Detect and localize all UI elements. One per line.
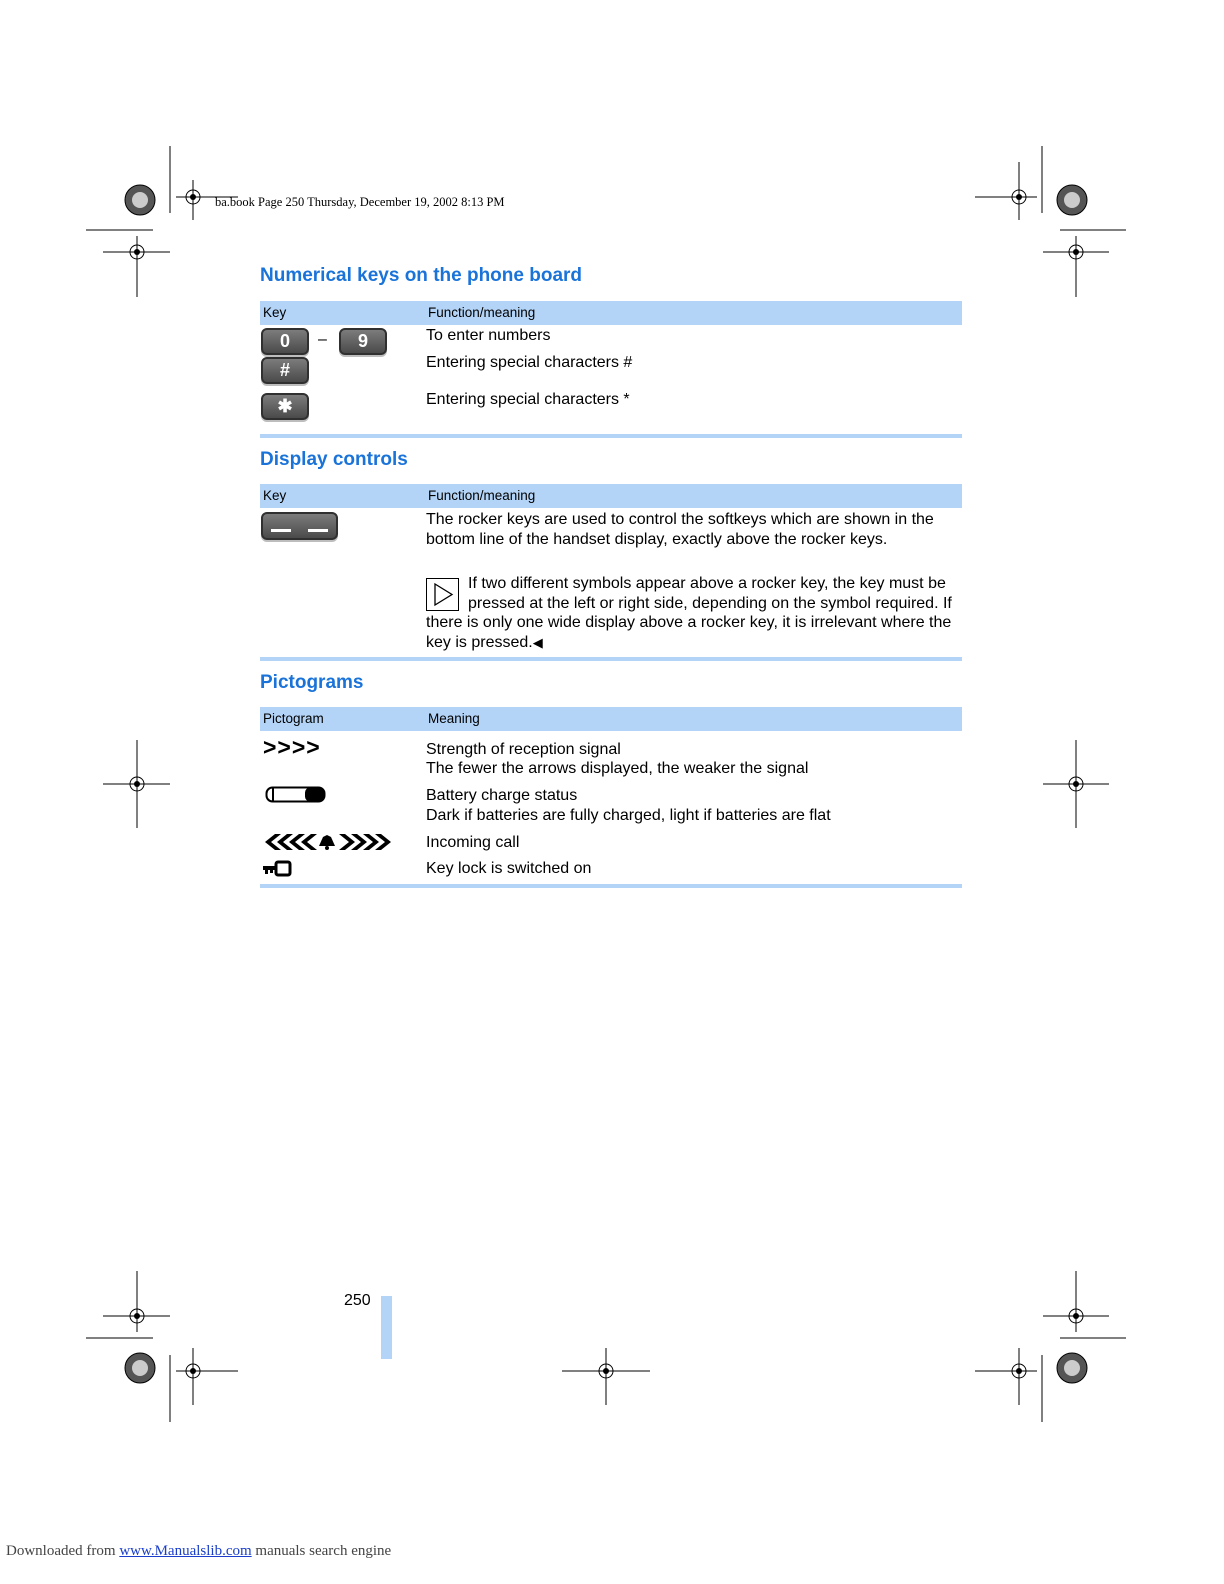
pictogram-signal-line1: Strength of reception signal: [426, 741, 621, 758]
numerical-row-enter-numbers: To enter numbers: [426, 327, 551, 344]
page-number: 250: [344, 1292, 371, 1309]
manualslib-link[interactable]: www.Manualslib.com: [119, 1543, 252, 1559]
table-header-display: [260, 484, 962, 508]
section-title-display-controls: Display controls: [260, 449, 408, 470]
note-text: If two different symbols appear above a rocker key, the key must be pressed at the left or right side, depending on the symbol required. If there is only one wide display above a rocker key, it is irrelevant where the key is pressed.: [426, 575, 952, 651]
rocker-keys-note: [426, 574, 956, 652]
page-number-bar: [381, 1296, 392, 1359]
key-0-icon: 0: [261, 328, 309, 355]
signal-strength-icon: >>>>: [263, 734, 321, 760]
table-rule: [260, 884, 962, 888]
numerical-row-special-star: Entering special characters *: [426, 391, 630, 408]
end-mark-icon: ◀: [532, 634, 543, 650]
table-header-pictograms: [260, 707, 962, 731]
column-header-pictogram: Pictogram: [263, 711, 324, 726]
download-footer: [6, 1543, 391, 1560]
column-header-function: Function/meaning: [428, 488, 536, 503]
table-header-numerical: [260, 301, 962, 325]
column-header-key: Key: [263, 305, 287, 320]
key-star-icon: ✱: [261, 393, 309, 420]
battery-icon: [265, 786, 327, 804]
column-header-meaning: Meaning: [428, 711, 480, 726]
rocker-key-icon: [261, 512, 338, 540]
footer-prefix: Downloaded from: [6, 1543, 120, 1559]
column-header-key: Key: [263, 488, 287, 503]
section-title-pictograms: Pictograms: [260, 672, 364, 693]
table-rule: [260, 657, 962, 661]
numerical-row-special-hash: Entering special characters #: [426, 354, 633, 371]
file-info-line: ba.book Page 250 Thursday, December 19, 2002 8:13 PM: [215, 195, 505, 209]
key-9-icon: 9: [339, 328, 387, 355]
key-hash-icon: #: [261, 357, 309, 384]
pictogram-signal-line2: The fewer the arrows displayed, the weaker the signal: [426, 760, 809, 777]
pictogram-battery-line1: Battery charge status: [426, 787, 578, 804]
incoming-call-icon: [265, 834, 391, 850]
key-range-dash: –: [318, 331, 327, 348]
footer-suffix: manuals search engine: [251, 1543, 392, 1559]
section-title-numerical-keys: Numerical keys on the phone board: [260, 265, 583, 286]
pictogram-incoming-call: Incoming call: [426, 834, 520, 851]
column-header-function: Function/meaning: [428, 305, 536, 320]
table-rule: [260, 434, 962, 438]
pictogram-key-lock: Key lock is switched on: [426, 860, 592, 877]
key-lock-icon: [263, 859, 293, 877]
rocker-keys-description: The rocker keys are used to control the softkeys which are shown in the bottom line of the handset display, exactly above the rocker keys.: [426, 511, 934, 548]
pictogram-battery-line2: Dark if batteries are fully charged, light if batteries are flat: [426, 807, 831, 824]
